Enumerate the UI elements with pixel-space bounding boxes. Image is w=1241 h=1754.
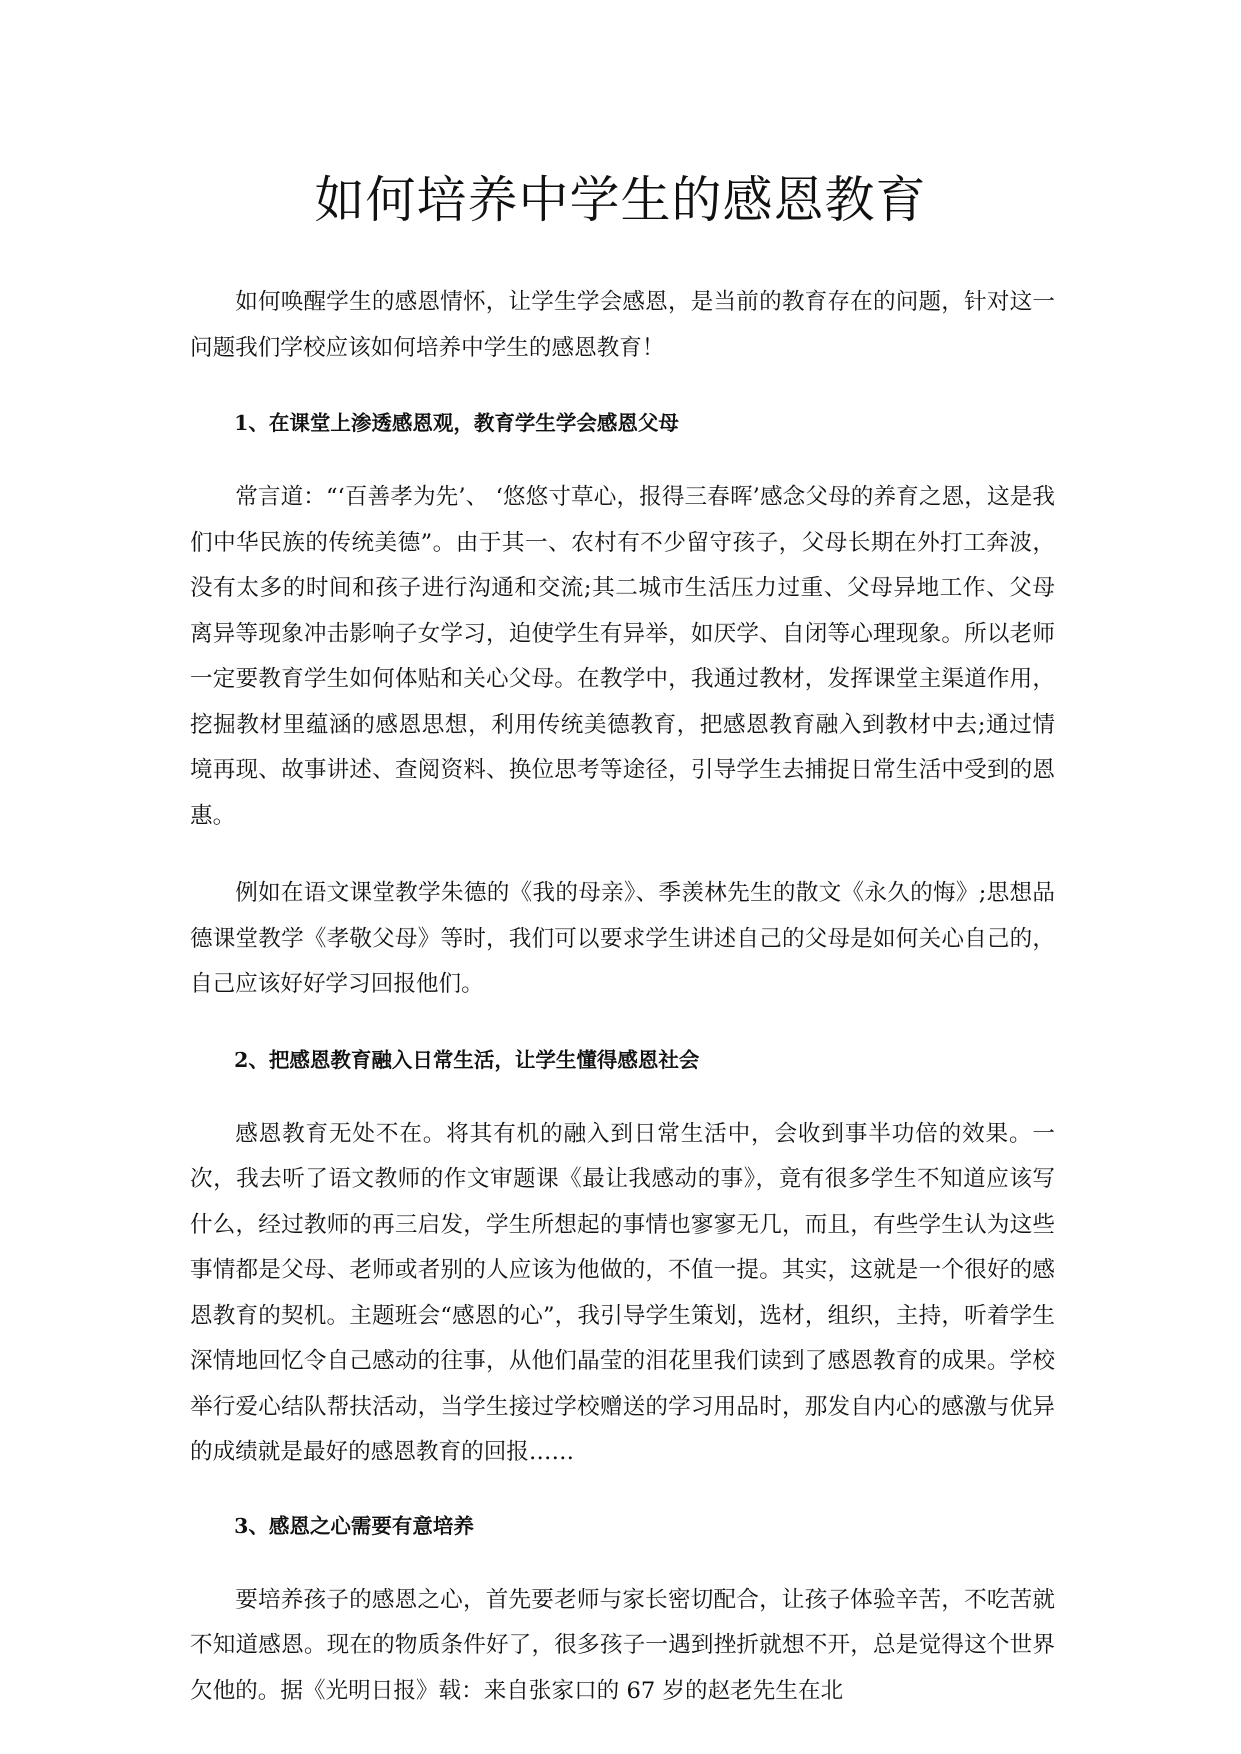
section-2-paragraph: 感恩教育无处不在。将其有机的融入到日常生活中，会收到事半功倍的效果。一次，我去听了语文教师的作文审题课《最让我感动的事》，竟有很多学生不知道应该写什么，经过教师的再三启发，学生所想起的事情也寥寥无几，而且，有些学生认为这些事情都是父母、老师或者别的人应该为他做的，不值一提。其实，这就是一个很好的感恩教育的契机。主题班会“感恩的心”，我引导学生策划，选材，组织，主持，听着学生深情地回忆令自己感动的往事，从他们晶莹的泪花里我们读到了感恩教育的成果。学校举行爱心结队帮扶活动，当学生接过学校赠送的学习用品时，那发自内心的感激与优异的成绩就是最好的感恩教育的回报……: [190, 1120, 1055, 1465]
document-body: [190, 280, 1055, 1746]
section-2-heading: 2、把感恩教育融入日常生活，让学生懂得感恩社会: [234, 1047, 700, 1072]
section-1-heading: 1、在课堂上渗透感恩观，教育学生学会感恩父母: [234, 411, 679, 435]
section-1-paragraph-1: 常言道：“‘百善孝为先’、 ‘悠悠寸草心，报得三春晖’感念父母的养育之恩，这是我们中华民族的传统美德”。由于其一、农村有不少留守孩子，父母长期在外打工奔波，没有太多的时间和孩子进行沟通和交流;其二城市生活压力过重、父母异地工作、父母离异等现象冲击影响子女学习，迫使学生有异举，如厌学、自闭等心理现象。所以老师一定要教育学生如何体贴和关心父母。在教学中，我通过教材，发挥课堂主渠道作用，挖掘教材里蕴涵的感恩思想，利用传统美德教育，把感恩教育融入到教材中去;通过情境再现、故事讲述、查阅资料、换位思考等途径，引导学生去捕捉日常生活中受到的恩惠。: [190, 484, 1055, 829]
section-1-paragraph-2: 例如在语文课堂教学朱德的《我的母亲》、季羡林先生的散文《永久的悔》;思想品德课堂教学《孝敬父母》等时，我们可以要求学生讲述自己的父母是如何关心自己的，自己应该好好学习回报他们。: [190, 880, 1055, 997]
document-title: 如何培养中学生的感恩教育: [314, 171, 927, 229]
section-3-heading: 3、感恩之心需要有意培养: [234, 1513, 474, 1538]
intro-paragraph: 如何唤醒学生的感恩情怀，让学生学会感恩，是当前的教育存在的问题，针对这一问题我们学校应该如何培养中学生的感恩教育！: [190, 289, 1055, 361]
section-3-paragraph: 要培养孩子的感恩之心，首先要老师与家长密切配合，让孩子体验辛苦，不吃苦就不知道感恩。现在的物质条件好了，很多孩子一遇到挫折就想不开，总是觉得这个世界欠他的。据《光明日报》载：来自张家口的 67 岁的赵老先生在北: [190, 1586, 1055, 1704]
